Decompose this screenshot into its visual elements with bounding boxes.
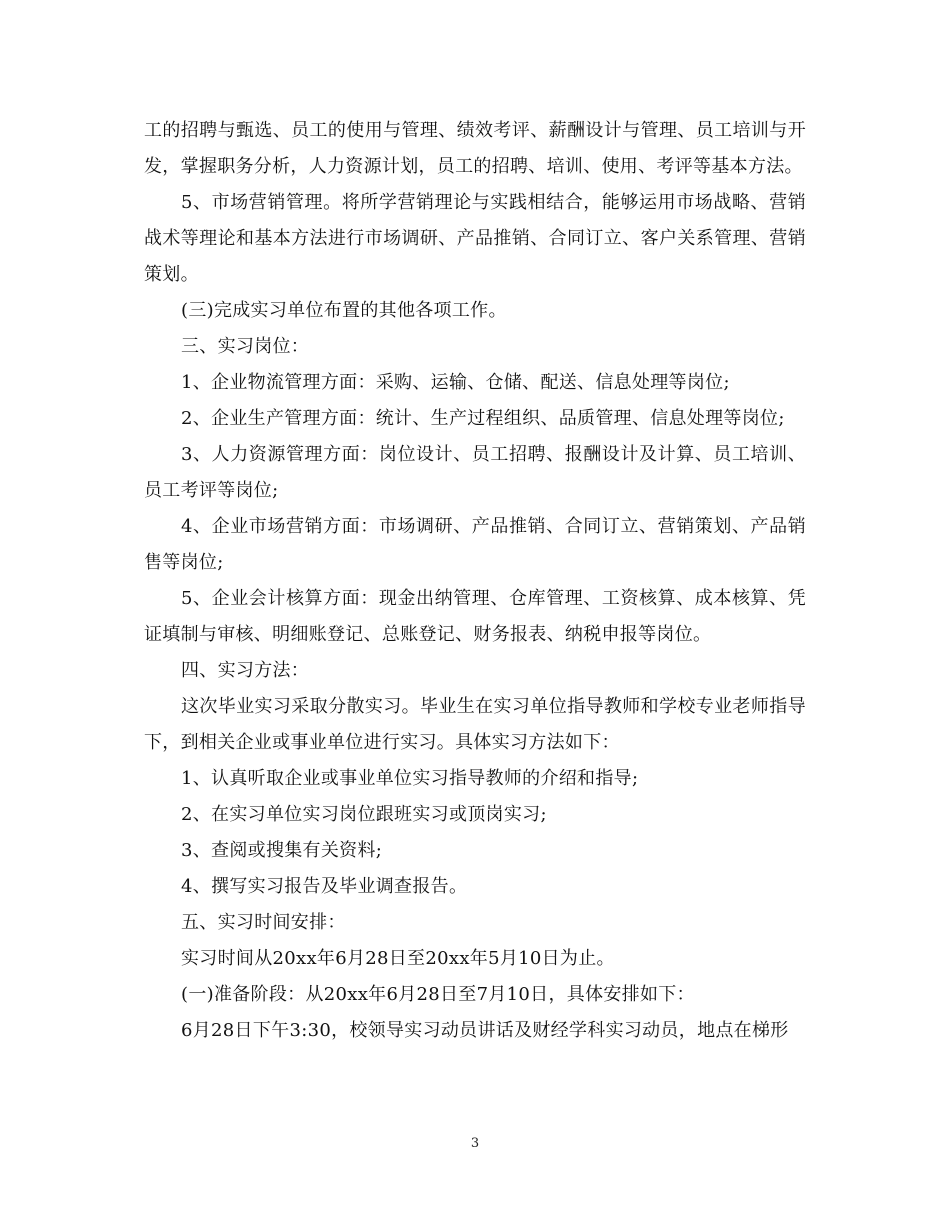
list-item-human-resources: 3、人力资源管理方面：岗位设计、员工招聘、报酬设计及计算、员工培训、员工考评等岗位;	[144, 444, 806, 501]
paragraph-continuation: 工的招聘与甄选、员工的使用与管理、绩效考评、薪酬设计与管理、员工培训与开发，掌握职务分析，人力资源计划，员工的招聘、培训、使用、考评等基本方法。	[144, 120, 806, 177]
list-item-production: 2、企业生产管理方面：统计、生产过程组织、品质管理、信息处理等岗位;	[181, 408, 785, 429]
heading-time-schedule: 五、实习时间安排：	[181, 912, 346, 933]
paragraph-time-range: 实习时间从20xx年6月28日至20xx年5月10日为止。	[181, 948, 615, 969]
list-item-logistics: 1、企业物流管理方面：采购、运输、仓储、配送、信息处理等岗位;	[181, 372, 730, 393]
paragraph-marketing-management: 5、市场营销管理。将所学营销理论与实践相结合，能够运用市场战略、营销战术等理论和基本方法进行市场调研、产品推销、合同订立、客户关系管理、营销策划。	[144, 192, 806, 285]
list-item-method-1: 1、认真听取企业或事业单位实习指导教师的介绍和指导;	[181, 768, 639, 789]
list-item-method-3: 3、查阅或搜集有关资料;	[181, 840, 383, 861]
paragraph-other-tasks: (三)完成实习单位布置的其他各项工作。	[181, 300, 507, 321]
list-item-accounting: 5、企业会计核算方面：现金出纳管理、仓库管理、工资核算、成本核算、凭证填制与审核、明细账登记、总账登记、财务报表、纳税申报等岗位。	[144, 588, 806, 645]
paragraph-preparation-stage: (一)准备阶段：从20xx年6月28日至7月10日，具体安排如下：	[181, 984, 695, 1005]
heading-internship-methods: 四、实习方法：	[181, 660, 310, 681]
page-number: 3	[470, 1136, 480, 1151]
document-body	[144, 113, 806, 1049]
paragraph-methods-intro: 这次毕业实习采取分散实习。毕业生在实习单位指导教师和学校专业老师指导下，到相关企业或事业单位进行实习。具体实习方法如下：	[144, 696, 806, 753]
list-item-method-2: 2、在实习单位实习岗位跟班实习或顶岗实习;	[181, 804, 547, 825]
heading-internship-positions: 三、实习岗位：	[181, 336, 310, 357]
list-item-marketing: 4、企业市场营销方面：市场调研、产品推销、合同订立、营销策划、产品销售等岗位;	[144, 516, 806, 573]
paragraph-june-28-schedule: 6月28日下午3:30，校领导实习动员讲话及财经学科实习动员，地点在梯形	[181, 1020, 789, 1041]
list-item-method-4: 4、撰写实习报告及毕业调查报告。	[181, 876, 468, 897]
